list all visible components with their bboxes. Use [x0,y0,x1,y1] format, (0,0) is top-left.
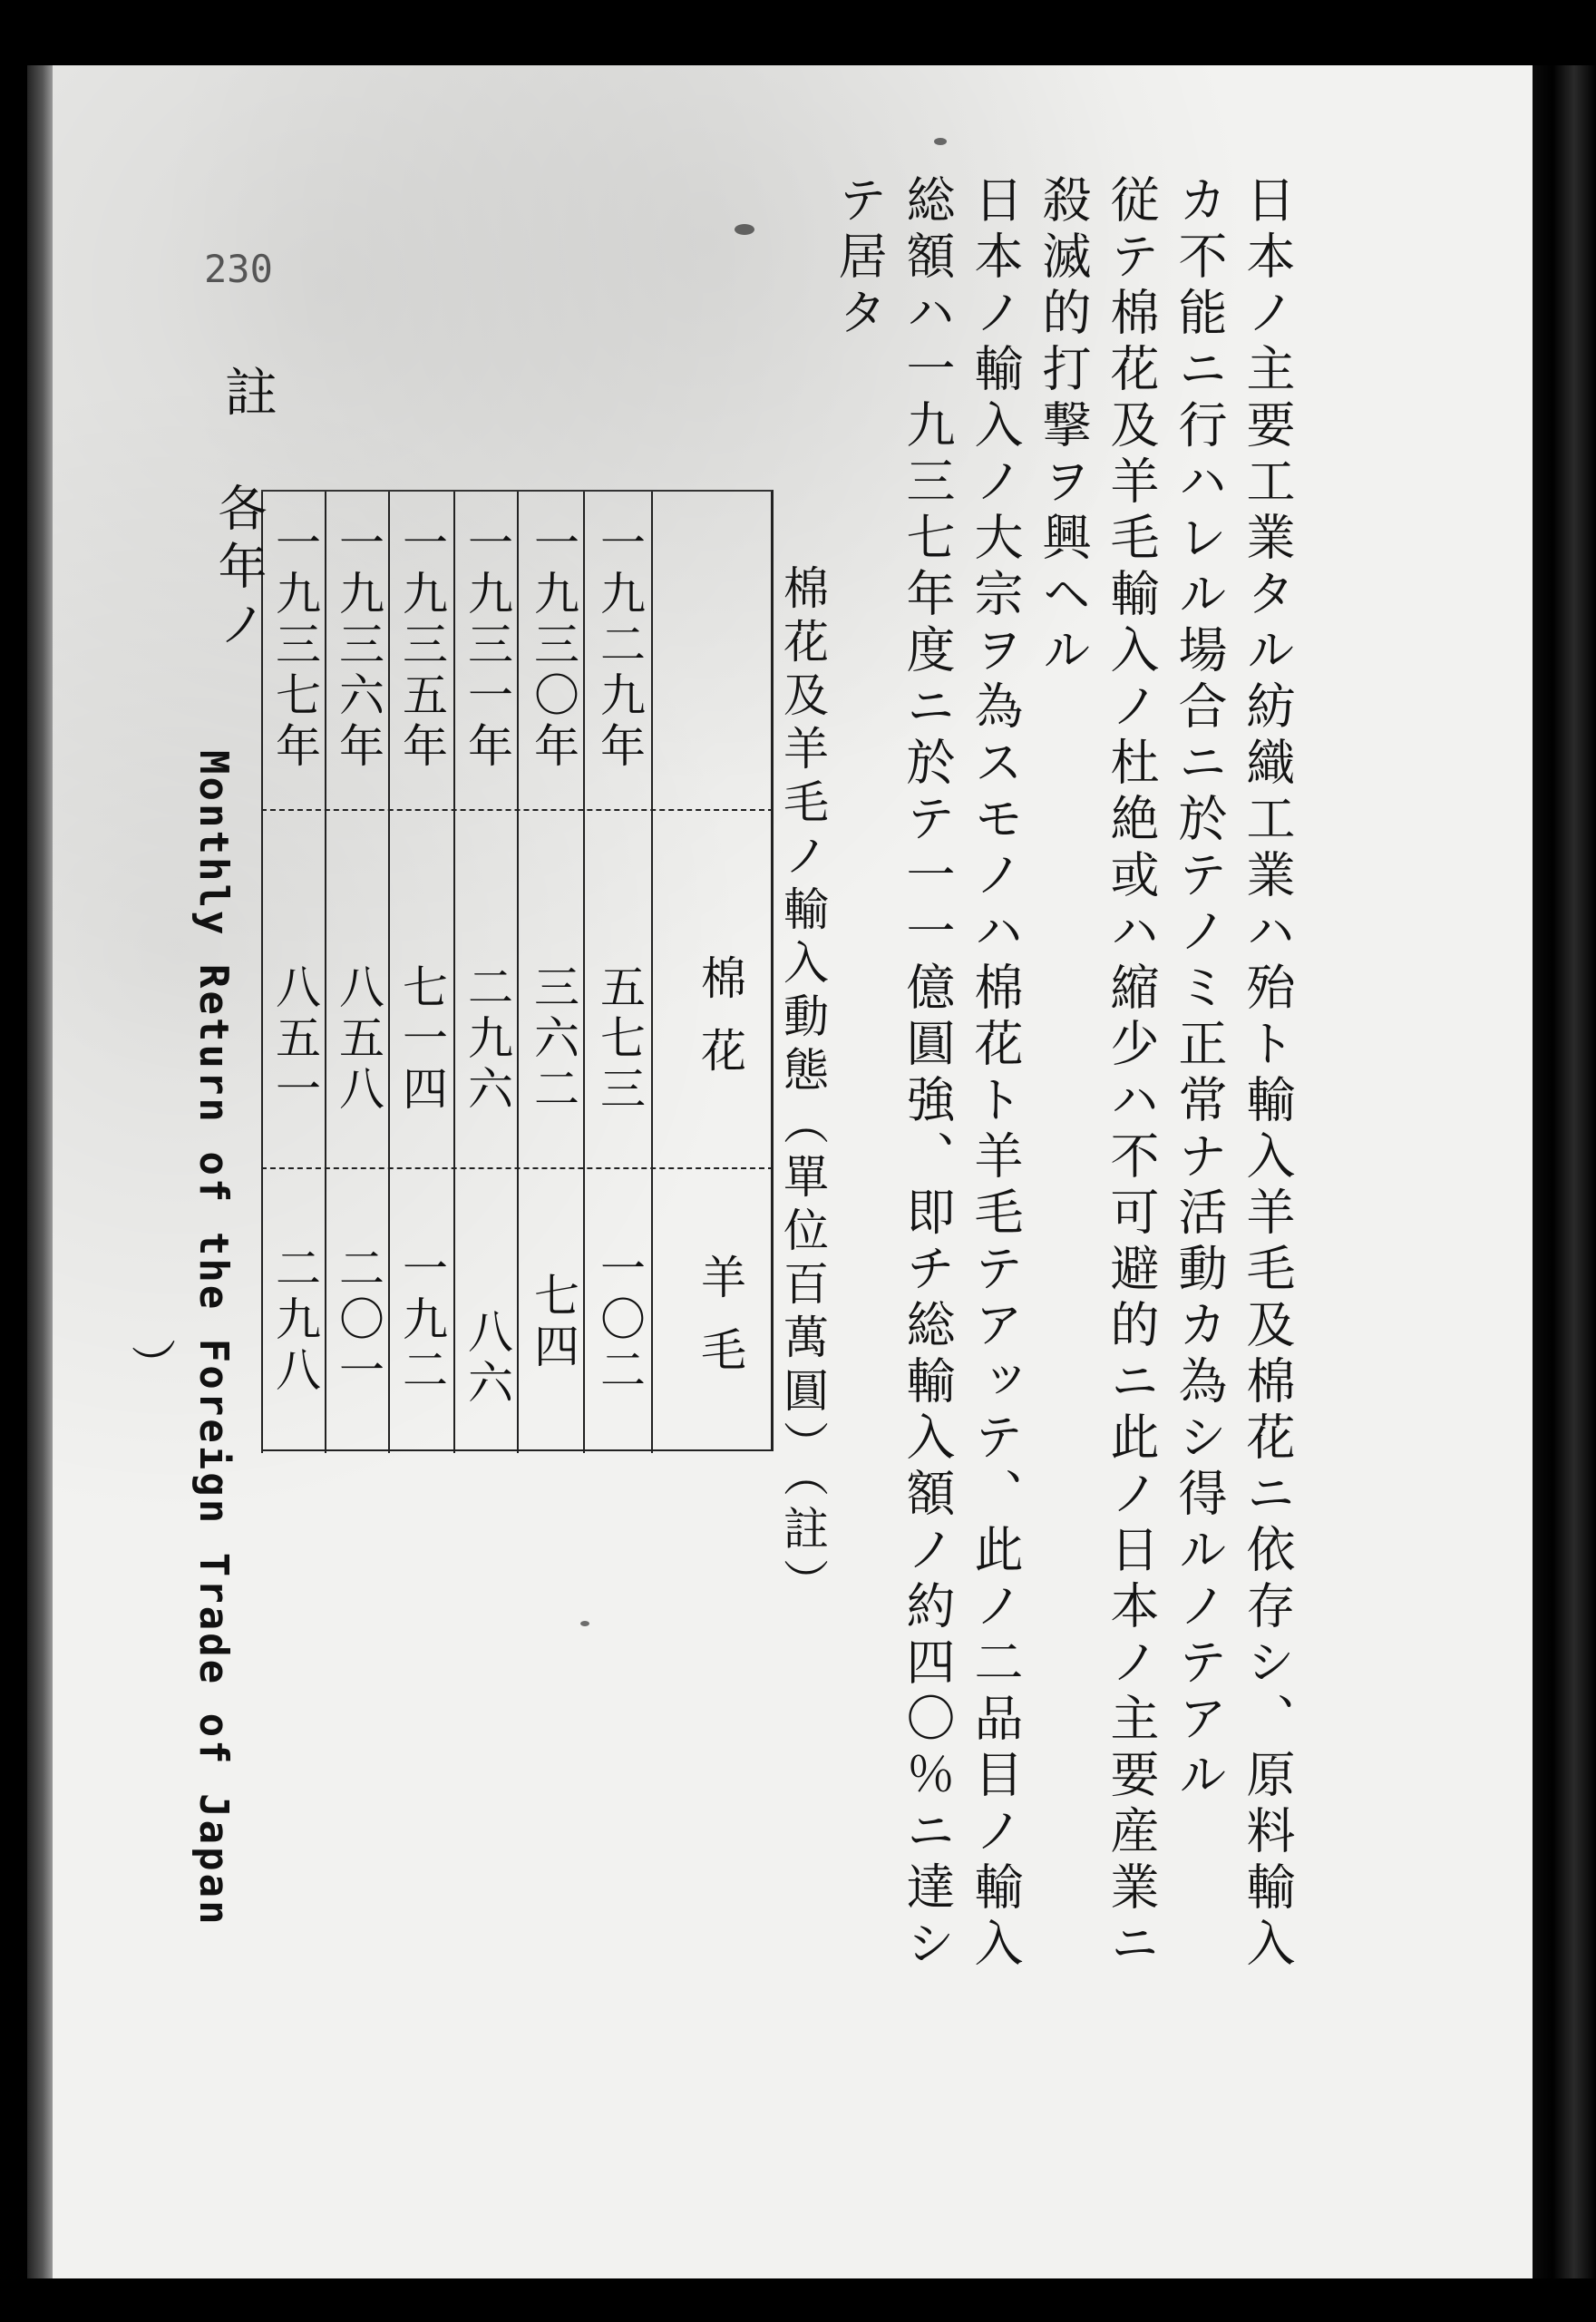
table-cell-cotton: 八五一 [268,963,321,1116]
import-table [261,490,774,1451]
body-column-3: 従テ棉花及羊毛輸入ノ杜絶或ハ縮少ハ不可避的ニ此ノ日本ノ主要産業ニ [1103,174,1160,1974]
note-close-paren: ） [125,1337,185,1391]
table-cell-wool: 八六 [461,1308,513,1410]
page-binding-left [27,65,53,2278]
page-number: 230 [204,247,273,291]
body-column-5: 日本ノ輸入ノ大宗ヲ為スモノハ棉花ト羊毛テアッテ、此ノ二品目ノ輸入 [967,174,1024,1974]
table-row-year: 一九三五年 [395,519,448,773]
table-row-year: 一九三七年 [268,519,321,773]
table-row-year: 一九二九年 [593,519,646,773]
body-column-7: テ居タ [831,174,888,343]
table-cell-wool: 一九二 [395,1244,448,1397]
document-page [27,65,1533,2278]
header-cotton: 棉花 [694,954,746,1099]
table-title: 棉花及羊毛ノ輸入動態（單位百萬圓）（註） [776,564,829,1612]
ink-smudge [934,138,947,145]
body-column-1: 日本ノ主要工業タル紡織工業ハ殆ト輸入羊毛及棉花ニ依存シ、原料輸入 [1239,174,1296,1974]
note-source-english: Monthly Return of the Foreign Trade of Japan [190,750,237,1927]
table-cell-cotton: 三六二 [527,963,579,1116]
table-cell-wool: 二〇一 [332,1244,384,1397]
table-cell-cotton: 八五八 [332,963,384,1116]
table-cell-wool: 二九八 [268,1244,321,1397]
ink-smudge [735,224,754,235]
table-cell-wool: 七四 [527,1272,579,1373]
table-cell-wool: 一〇二 [593,1244,646,1397]
body-column-2: カ不能ニ行ハレル場合ニ於テノミ正常ナ活動カ為シ得ルノテアル [1171,174,1228,1805]
ink-smudge [580,1621,589,1626]
body-column-4: 殺滅的打撃ヲ興ヘル [1035,174,1092,680]
note-text: 各年ノ [210,483,268,657]
table-row-year: 一九三〇年 [527,519,579,773]
body-column-6: 総額ハ一九三七年度ニ於テ一一億圓強、即チ総輸入額ノ約四〇％ニ達シ [899,174,956,1974]
table-row-year: 一九三一年 [461,519,513,773]
header-wool: 羊毛 [694,1254,746,1399]
page-binding-right [1523,65,1596,2278]
table-row-year: 一九三六年 [332,519,384,773]
table-cell-cotton: 七一四 [395,963,448,1116]
note-label: 註 [216,365,277,417]
table-cell-cotton: 二九六 [461,963,513,1116]
table-cell-cotton: 五七三 [593,963,646,1116]
